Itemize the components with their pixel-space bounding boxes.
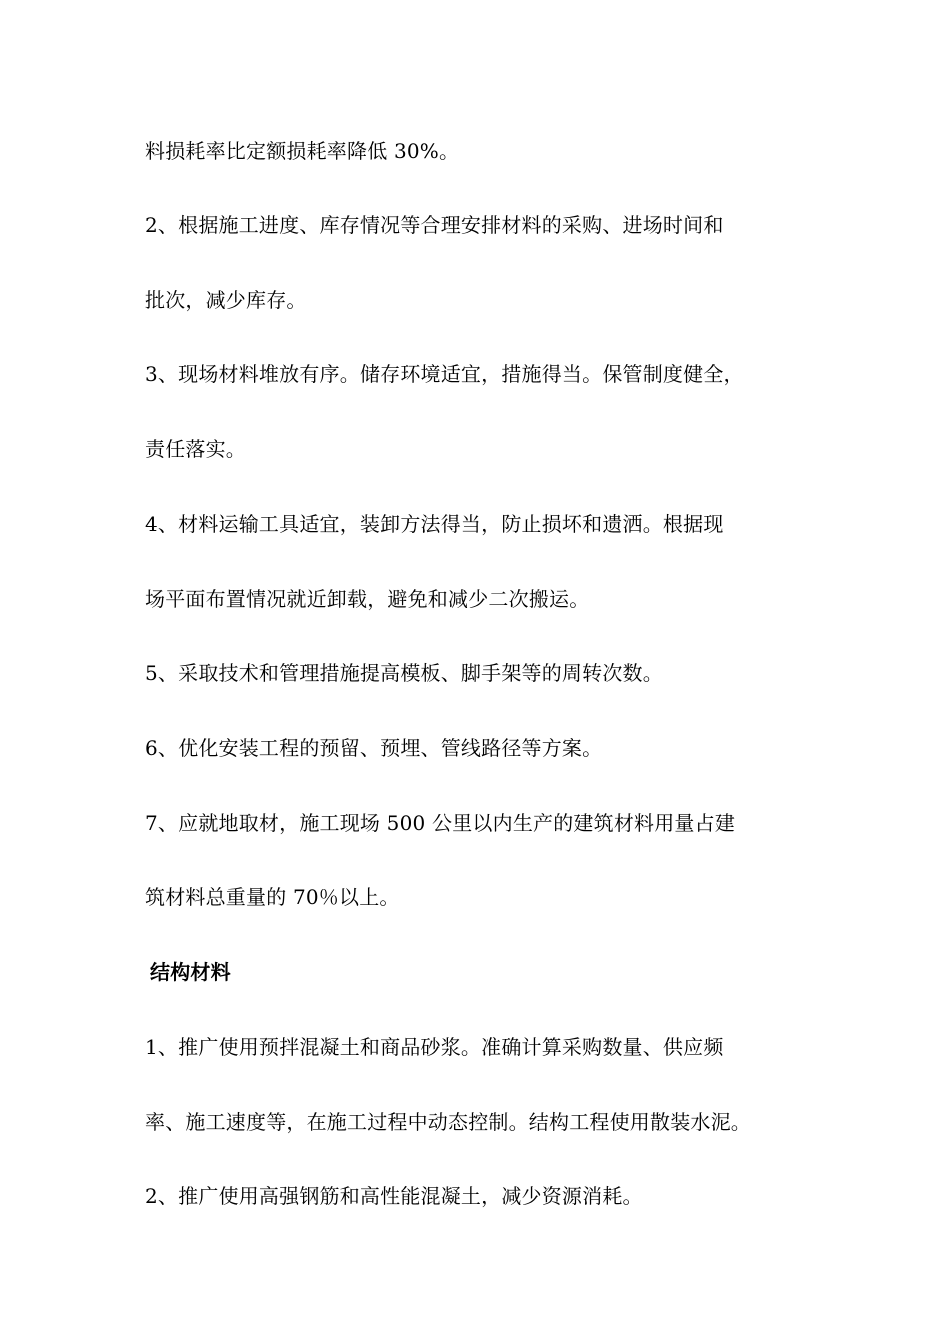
list-item-2-line-2: 批次，减少库存。 bbox=[145, 288, 307, 312]
list-item-6: 6、优化安装工程的预留、预埋、管线路径等方案。 bbox=[145, 736, 603, 760]
list-item-4-line-1: 4、材料运输工具适宜，装卸方法得当，防止损坏和遗洒。根据现 bbox=[145, 512, 724, 536]
structure-item-1-line-2: 率、施工速度等，在施工过程中动态控制。结构工程使用散装水泥。 bbox=[145, 1110, 751, 1134]
list-item-3-line-1: 3、现场材料堆放有序。储存环境适宜，措施得当。保管制度健全， bbox=[145, 362, 744, 386]
list-item-2-line-1: 2、根据施工进度、库存情况等合理安排材料的采购、进场时间和 bbox=[145, 213, 724, 237]
list-item-7-line-1: 7、应就地取材，施工现场 500 公里以内生产的建筑材料用量占建 bbox=[145, 811, 736, 835]
section-heading: 结构材料 bbox=[150, 960, 231, 984]
list-item-4-line-2: 场平面布置情况就近卸载，避免和减少二次搬运。 bbox=[145, 587, 590, 611]
list-item-5: 5、采取技术和管理措施提高模板、脚手架等的周转次数。 bbox=[145, 661, 663, 685]
list-item-3-line-2: 责任落实。 bbox=[145, 437, 246, 461]
structure-item-2: 2、推广使用高强钢筋和高性能混凝土，减少资源消耗。 bbox=[145, 1184, 643, 1208]
structure-item-1-line-1: 1、推广使用预拌混凝土和商品砂浆。准确计算采购数量、供应频 bbox=[145, 1035, 724, 1059]
list-item-7-line-2: 筑材料总重量的 70％以上。 bbox=[145, 885, 400, 909]
body-line-1: 料损耗率比定额损耗率降低 30%。 bbox=[145, 139, 460, 163]
